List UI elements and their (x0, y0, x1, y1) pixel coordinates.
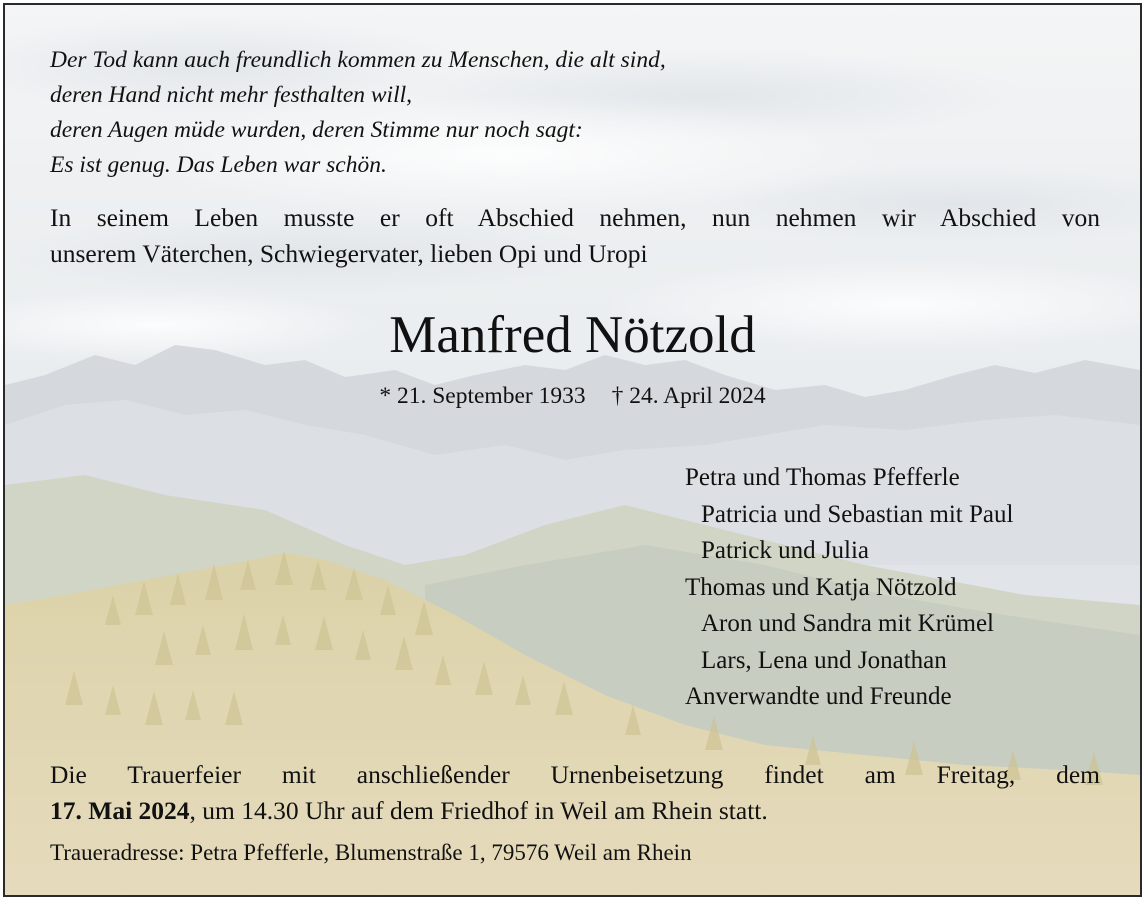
poem-line: deren Hand nicht mehr festhalten will, (50, 82, 413, 108)
poem-line: Es ist genug. Das Leben war schön. (50, 152, 387, 178)
poem-line: Der Tod kann auch freundlich kommen zu Menschen, die alt sind, (50, 47, 666, 73)
family-member: Lars, Lena und Jonathan (701, 646, 947, 674)
family-member: Aron und Sandra mit Krümel (701, 610, 995, 637)
deceased-name: Manfred Nötzold (389, 306, 756, 364)
intro-text (50, 200, 1100, 272)
family-member: Patricia und Sebastian mit Paul (701, 500, 1014, 528)
obituary-content (5, 5, 1140, 895)
ceremony-line: Die Trauerfeier mit anschließender Urnenbeisetzung findet am Freitag, dem (50, 760, 1100, 789)
obituary-card (3, 3, 1142, 897)
intro-line: In seinem Leben musste er oft Abschied nehmen, nun nehmen wir Abschied von (50, 203, 1100, 232)
ceremony-notice (50, 757, 1100, 829)
family-member: Patrick und Julia (701, 537, 870, 564)
life-dates (5, 381, 1140, 411)
poem-line: deren Augen müde wurden, deren Stimme nur noch sagt: (50, 117, 583, 143)
family-list (685, 460, 1013, 716)
mourning-address: Traueradresse: Petra Pfefferle, Blumenstraße 1, 79576 Weil am Rhein (50, 840, 692, 865)
ceremony-details: , um 14.30 Uhr auf dem Friedhof in Weil am Rhein statt. (189, 796, 768, 825)
family-member: Anverwandte und Freunde (685, 683, 952, 710)
family-member: Petra und Thomas Pfefferle (685, 464, 960, 491)
birth-date: * 21. September 1933 (379, 383, 586, 409)
ceremony-date: 17. Mai 2024 (50, 796, 190, 825)
ceremony-line (50, 793, 1100, 829)
poem-verse (50, 43, 666, 183)
intro-line: unserem Väterchen, Schwiegervater, lieben Opi und Uropi (50, 239, 648, 268)
family-member: Thomas und Katja Nötzold (685, 573, 957, 601)
death-date: † 24. April 2024 (611, 383, 766, 409)
